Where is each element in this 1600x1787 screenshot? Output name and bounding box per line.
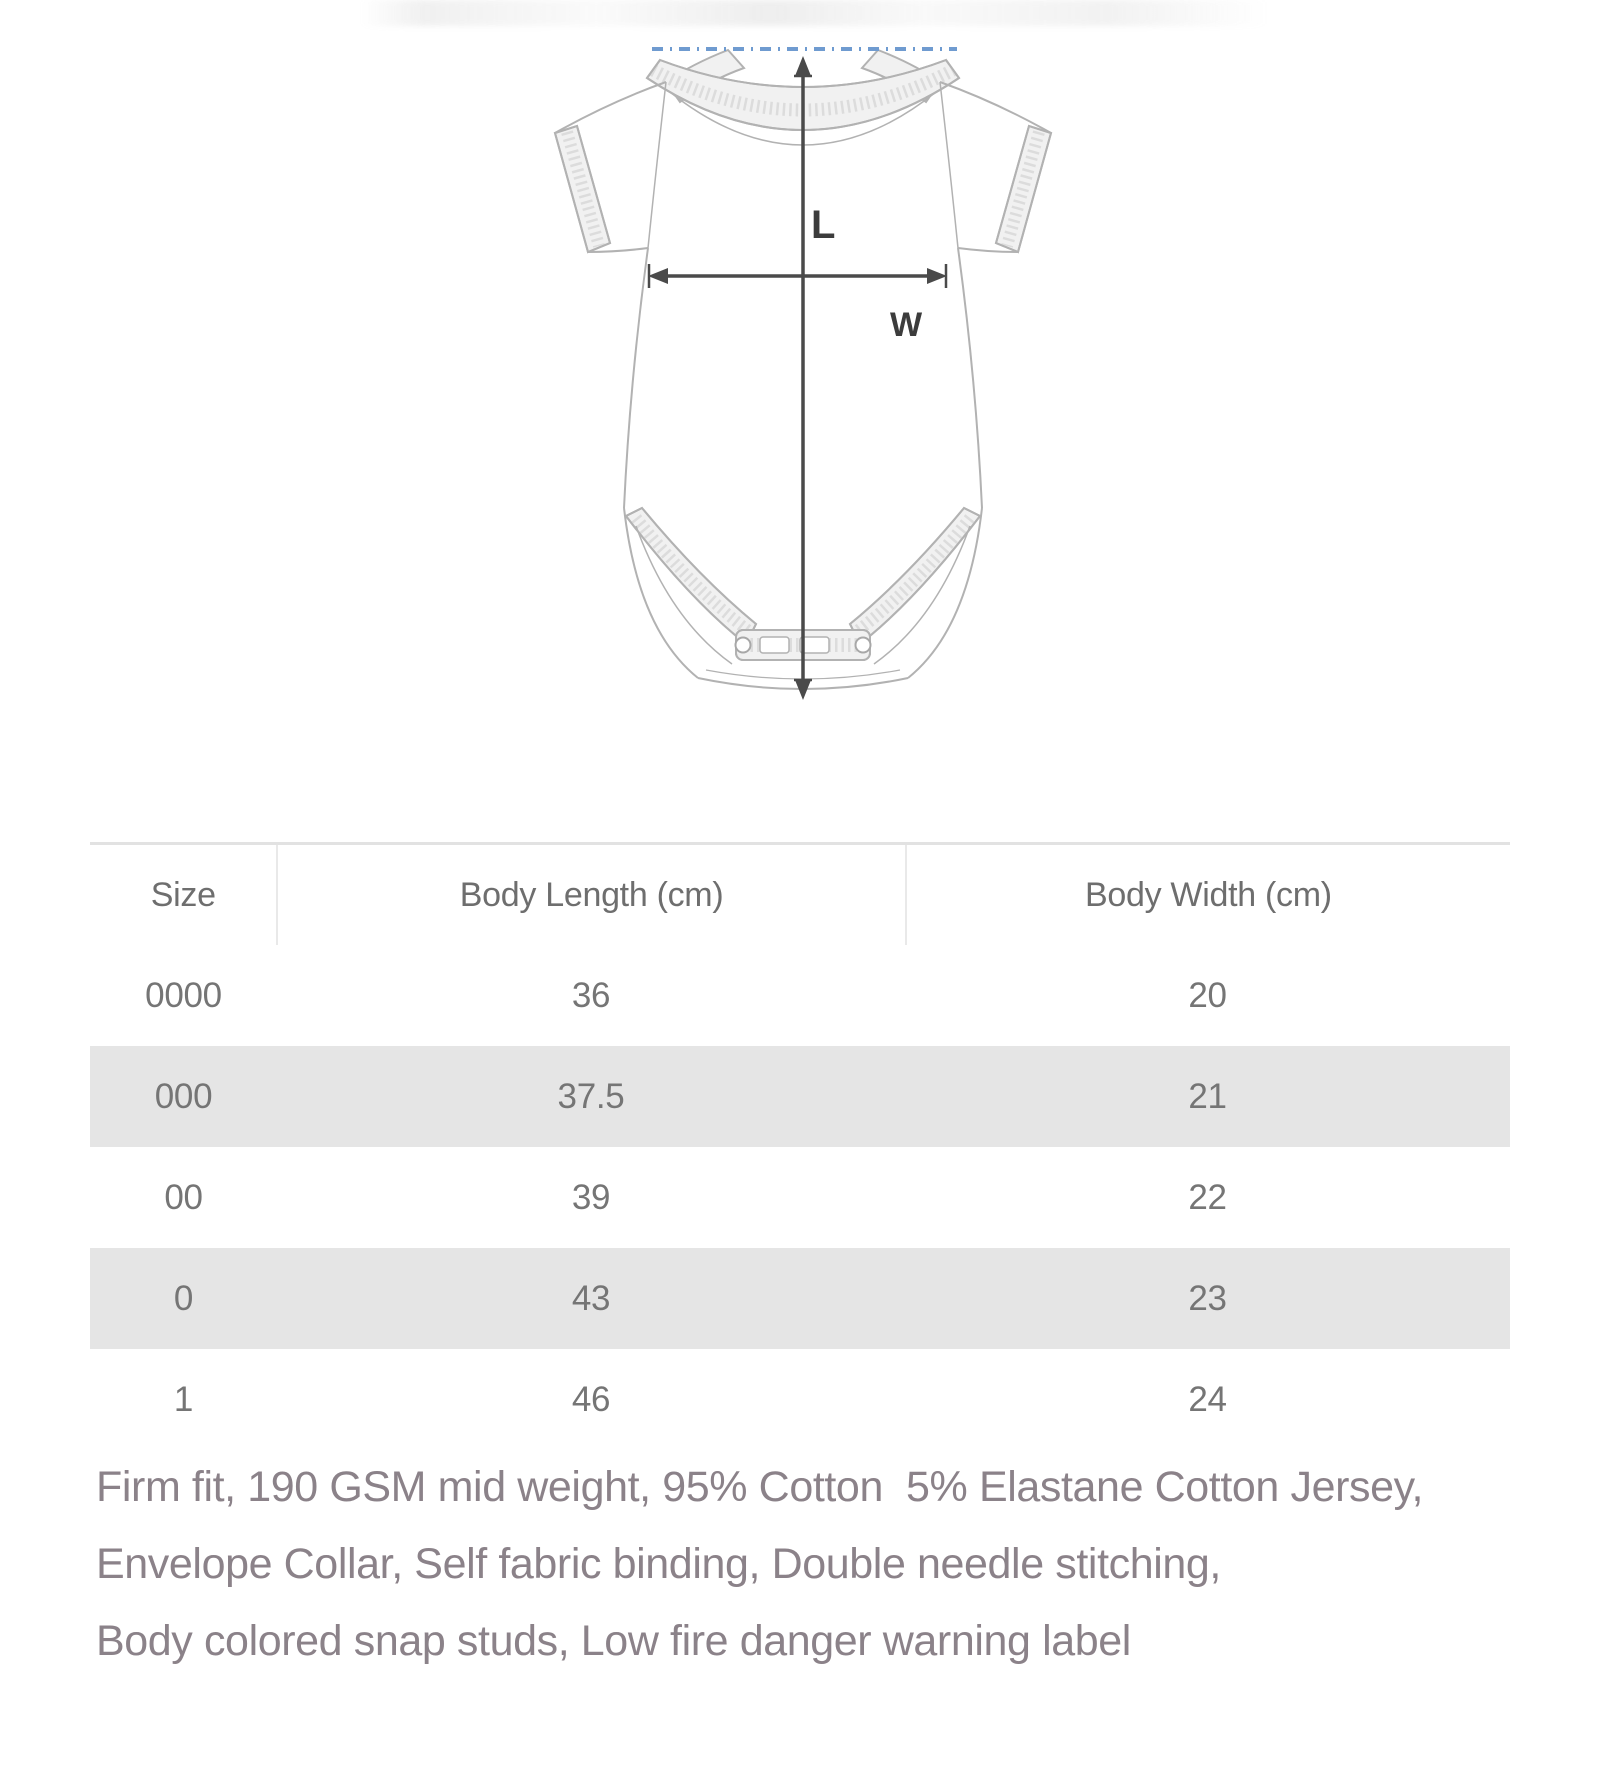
sleeve-right-seam (940, 82, 958, 248)
body-side-right (958, 248, 982, 508)
length-arrow (794, 56, 812, 700)
cell-size: 0000 (145, 975, 222, 1015)
cell-body-length: 46 (571, 1379, 611, 1419)
bodysuit-measurement-diagram (470, 30, 1150, 730)
sleeve-left-top (555, 82, 666, 133)
size-chart-table (90, 842, 1510, 1450)
table-row (90, 1248, 1510, 1349)
body-side-left (624, 248, 648, 508)
cell-body-length: 43 (571, 1278, 611, 1318)
cell-body-width: 21 (1188, 1076, 1227, 1116)
cell-size: 0 (173, 1278, 194, 1318)
cell-size: 1 (173, 1379, 194, 1419)
length-label: L (811, 203, 836, 247)
snap-slot (760, 637, 789, 653)
width-label: W (890, 306, 923, 344)
cell-body-length: 37.5 (557, 1076, 625, 1116)
table-row (90, 1046, 1510, 1147)
column-header-body-length: Body Length (cm) (278, 845, 906, 945)
cell-body-width: 22 (1188, 1177, 1227, 1217)
description-line: Envelope Collar, Self fabric binding, Double needle stitching, (96, 1540, 1221, 1588)
cell-body-length: 36 (571, 975, 611, 1015)
column-header-size: Size (90, 845, 278, 945)
snap-stud (736, 638, 751, 653)
cell-size: 00 (164, 1177, 203, 1217)
description-line: Firm fit, 190 GSM mid weight, 95% Cotton 5% Elastane Cotton Jersey, (96, 1463, 1424, 1511)
snap-stud (856, 638, 871, 653)
sleeve-left-seam (648, 82, 666, 248)
cell-body-width: 24 (1188, 1379, 1227, 1419)
product-description (96, 1449, 1556, 1680)
width-arrow (648, 264, 947, 288)
cell-body-width: 23 (1188, 1278, 1227, 1318)
table-row (90, 1147, 1510, 1248)
column-header-body-width: Body Width (cm) (1084, 875, 1332, 914)
table-row (90, 945, 1510, 1046)
cell-body-length: 39 (571, 1177, 611, 1217)
description-line: Body colored snap studs, Low fire danger warning label (96, 1617, 1131, 1665)
cropped-image-edge (360, 0, 1270, 26)
sleeve-right-top (940, 82, 1051, 133)
cell-size: 000 (154, 1076, 213, 1116)
table-row (90, 1349, 1510, 1450)
cell-body-width: 20 (1188, 975, 1227, 1015)
size-chart-header-row (90, 845, 1510, 945)
